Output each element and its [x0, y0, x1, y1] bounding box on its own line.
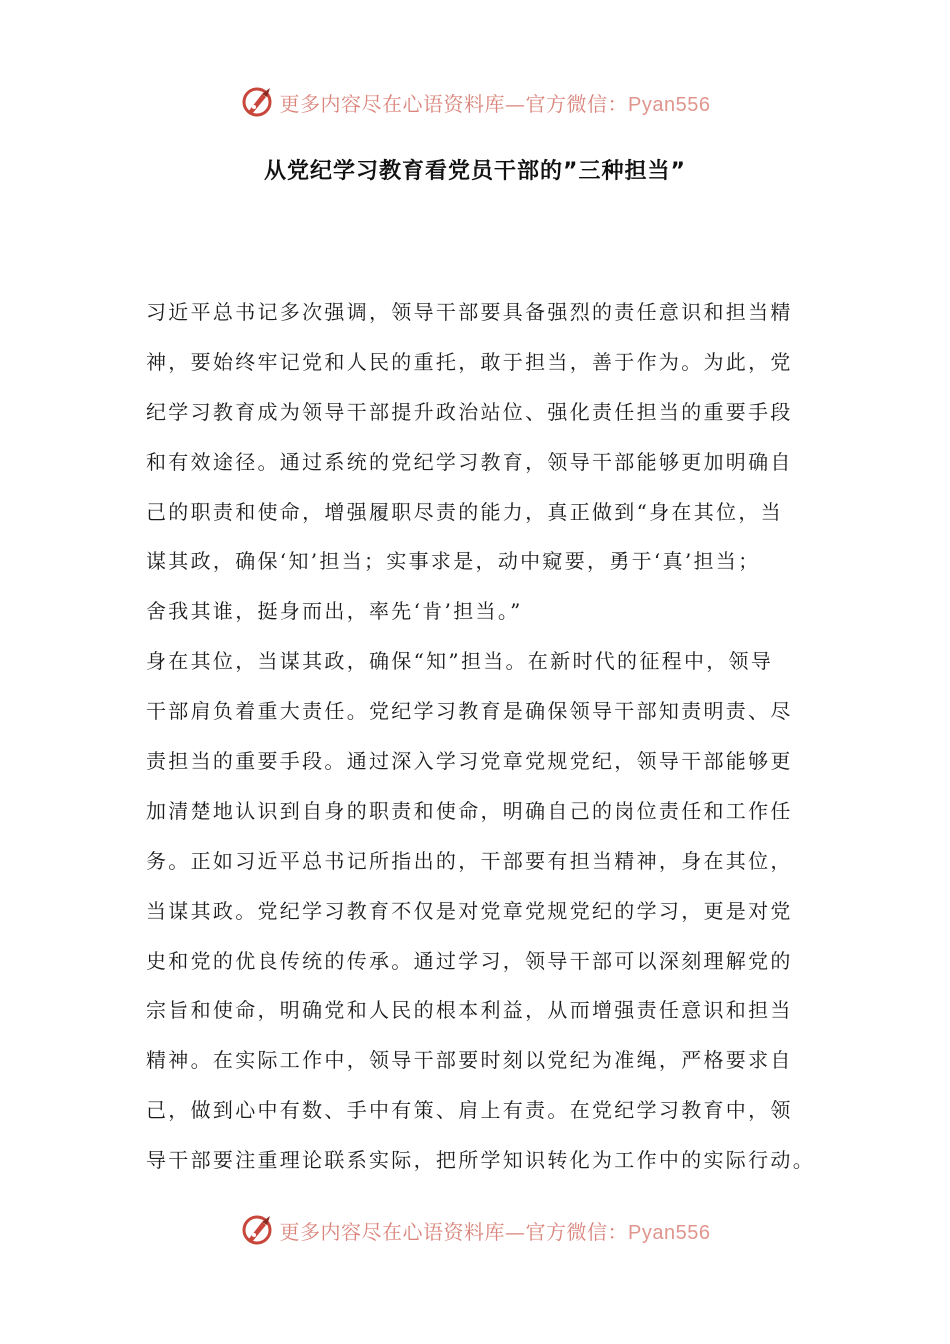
page-title: 从党纪学习教育看党员干部的”三种担当” [264, 159, 686, 184]
text-line: 神，要始终牢记党和人民的重托，敢于担当，善于作为。为此，党 [146, 349, 793, 374]
text-line: 谋其政，确保‘知’担当；实事求是，动中窥要，勇于‘真’担当； [146, 549, 761, 574]
text-line: 当谋其政。党纪学习教育不仅是对党章党规党纪的学习，更是对党 [146, 898, 793, 923]
footer-banner [0, 1210, 950, 1250]
banner-text: 更多内容尽在心语资料库—官方微信：Pyan556 [279, 1219, 711, 1244]
quill-pen-logo-icon [240, 85, 274, 119]
text-line: 精神。在实际工作中，领导干部要时刻以党纪为准绳，严格要求自 [146, 1048, 793, 1073]
text-line: 己的职责和使命，增强履职尽责的能力，真正做到“身在其位，当 [146, 499, 783, 524]
banner-text: 更多内容尽在心语资料库—官方微信：Pyan556 [279, 91, 711, 116]
text-line: 舍我其谁，挺身而出，率先‘肯’担当。” [146, 599, 523, 624]
text-line: 务。正如习近平总书记所指出的，干部要有担当精神，身在其位， [146, 848, 793, 873]
text-line: 宗旨和使命，明确党和人民的根本利益，从而增强责任意识和担当 [146, 998, 793, 1023]
text-line: 习近平总书记多次强调，领导干部要具备强烈的责任意识和担当精 [146, 300, 793, 324]
text-line: 加清楚地认识到自身的职责和使命，明确自己的岗位责任和工作任 [146, 798, 793, 823]
text-line: 和有效途径。通过系统的党纪学习教育，领导干部能够更加明确自 [146, 449, 793, 474]
text-line: 导干部要注重理论联系实际，把所学知识转化为工作中的实际行动。 [146, 1148, 815, 1173]
text-line: 干部肩负着重大责任。党纪学习教育是确保领导干部知责明责、尽 [146, 699, 793, 724]
quill-pen-logo-icon [240, 1213, 274, 1247]
article-body [146, 288, 822, 1186]
header-banner [0, 82, 950, 122]
text-line: 纪学习教育成为领导干部提升政治站位、强化责任担当的重要手段 [146, 399, 793, 424]
text-line: 己，做到心中有数、手中有策、肩上有责。在党纪学习教育中，领 [146, 1098, 793, 1123]
text-line: 责担当的重要手段。通过深入学习党章党规党纪，领导干部能够更 [146, 749, 793, 774]
text-line: 史和党的优良传统的传承。通过学习，领导干部可以深刻理解党的 [146, 948, 793, 973]
wechat-id: Pyan556 [628, 1221, 711, 1244]
wechat-id: Pyan556 [628, 93, 711, 116]
text-line: 身在其位，当谋其政，确保“知”担当。在新时代的征程中，领导 [146, 649, 774, 674]
